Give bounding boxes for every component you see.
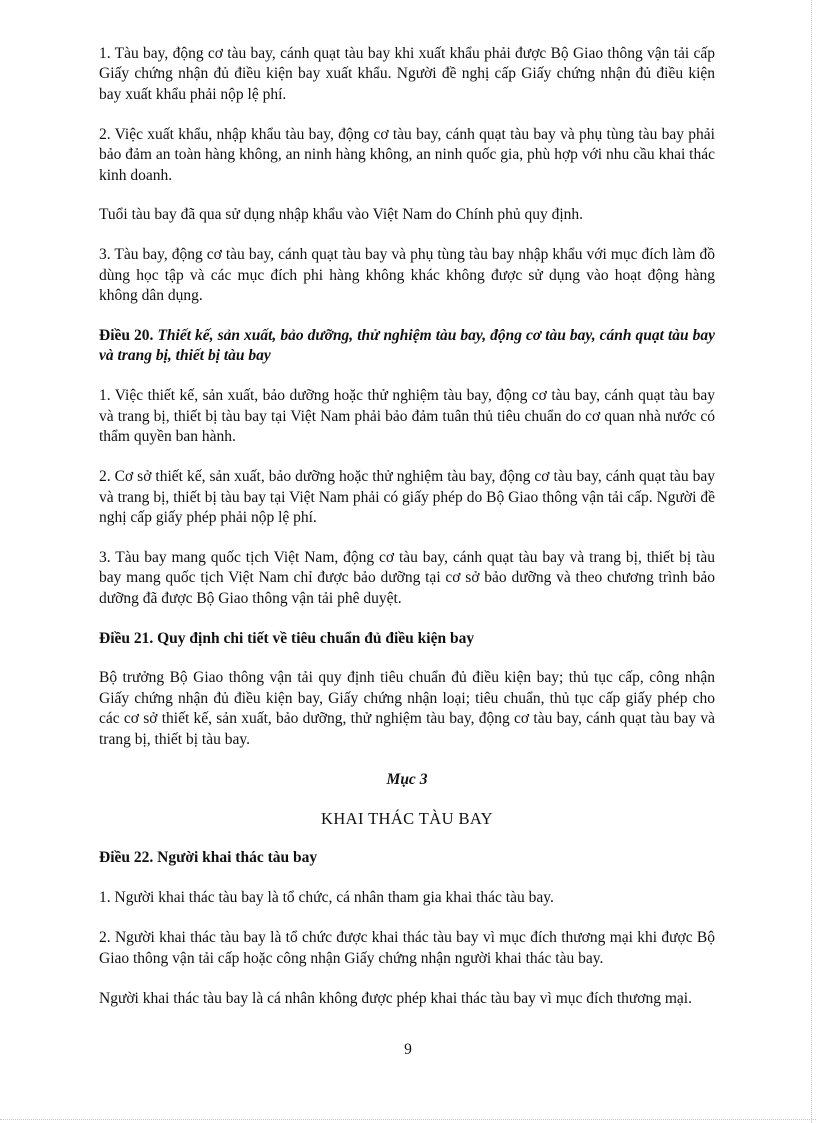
page-right-border (811, 0, 812, 1123)
article-20-heading (99, 326, 715, 367)
page-bottom-border (0, 1119, 816, 1120)
article-21-title: Quy định chi tiết về tiêu chuẩn đủ điều kiện bay (157, 629, 475, 647)
section-label: Mục 3 (386, 770, 428, 788)
article-20-title: Thiết kế, sản xuất, bảo dưỡng, thử nghiệm tàu bay, động cơ tàu bay, cánh quạt tàu bay và trang bị, thiết bị tàu bay (99, 327, 716, 365)
article-21-heading (99, 629, 715, 649)
section-title: KHAI THÁC TÀU BAY (321, 808, 493, 828)
document-page (99, 44, 715, 1028)
paragraph-import-export-safety: 2. Việc xuất khẩu, nhập khẩu tàu bay, động cơ tàu bay, cánh quạt tàu bay và phụ tùng tàu bay phải bảo đảm an toàn hàng không, an ninh hàng không, an ninh quốc gia, phù hợp với nhu cầu khai thác kinh doanh. (99, 125, 715, 184)
article-21-paragraph-1: Bộ trưởng Bộ Giao thông vận tải quy định tiêu chuẩn đủ điều kiện bay; thủ tục cấp, công nhận Giấy chứng nhận đủ điều kiện bay, Giấy chứng nhận loại; tiêu chuẩn, thủ tục cấp giấy phép cho các cơ sở thiết kế, sản xuất, bảo dưỡng, thử nghiệm tàu bay, động cơ tàu bay, cánh quạt tàu bay và trang bị, thiết bị tàu bay. (99, 669, 715, 748)
article-22-heading (99, 848, 715, 868)
article-20-label: Điều 20. (99, 327, 154, 345)
article-22-paragraph-3: Người khai thác tàu bay là cá nhân không được phép khai thác tàu bay vì mục đích thương mại. (99, 989, 692, 1007)
article-20-paragraph-1: 1. Việc thiết kế, sản xuất, bảo dưỡng hoặc thử nghiệm tàu bay, động cơ tàu bay, cánh quạt tàu bay và trang bị, thiết bị tàu bay tại Việt Nam phải bảo đảm tuân thủ tiêu chuẩn do cơ quan nhà nước có thẩm quyền ban hành. (99, 387, 715, 446)
article-22-label: Điều 22. (99, 849, 154, 867)
paragraph-aircraft-age: Tuổi tàu bay đã qua sử dụng nhập khẩu vào Việt Nam do Chính phủ quy định. (99, 206, 584, 224)
article-21-label: Điều 21. (99, 629, 154, 647)
paragraph-non-aviation-import: 3. Tàu bay, động cơ tàu bay, cánh quạt tàu bay và phụ tùng tàu bay nhập khẩu với mục đích làm đồ dùng học tập và các mục đích phi hàng không khác không được sử dụng vào hoạt động hàng không dân dụng. (99, 246, 715, 305)
page-number: 9 (404, 1041, 412, 1058)
article-20-paragraph-2: 2. Cơ sở thiết kế, sản xuất, bảo dưỡng hoặc thử nghiệm tàu bay, động cơ tàu bay, cánh quạt tàu bay và trang bị, thiết bị tàu bay tại Việt Nam phải có giấy phép do Bộ Giao thông vận tải cấp. Người đề nghị cấp giấy phép phải nộp lệ phí. (99, 468, 715, 526)
article-22-paragraph-1: 1. Người khai thác tàu bay là tổ chức, cá nhân tham gia khai thác tàu bay. (99, 889, 554, 907)
article-20-paragraph-3: 3. Tàu bay mang quốc tịch Việt Nam, động cơ tàu bay, cánh quạt tàu bay và trang bị, thiết bị tàu bay mang quốc tịch Việt Nam chỉ được bảo dưỡng tại cơ sở bảo dưỡng và theo chương trình bảo dưỡng đã được Bộ Giao thông vận tải phê duyệt. (99, 548, 715, 607)
article-22-title: Người khai thác tàu bay (157, 849, 318, 867)
article-22-paragraph-2: 2. Người khai thác tàu bay là tổ chức được khai thác tàu bay vì mục đích thương mại khi được Bộ Giao thông vận tải cấp hoặc công nhận Giấy chứng nhận người khai thác tàu bay. (99, 929, 715, 967)
paragraph-export-certificate: 1. Tàu bay, động cơ tàu bay, cánh quạt tàu bay khi xuất khẩu phải được Bộ Giao thông vận tải cấp Giấy chứng nhận đủ điều kiện bay xuất khẩu. Người đề nghị cấp Giấy chứng nhận đủ điều kiện bay xuất khẩu phải nộp lệ phí. (99, 45, 715, 103)
